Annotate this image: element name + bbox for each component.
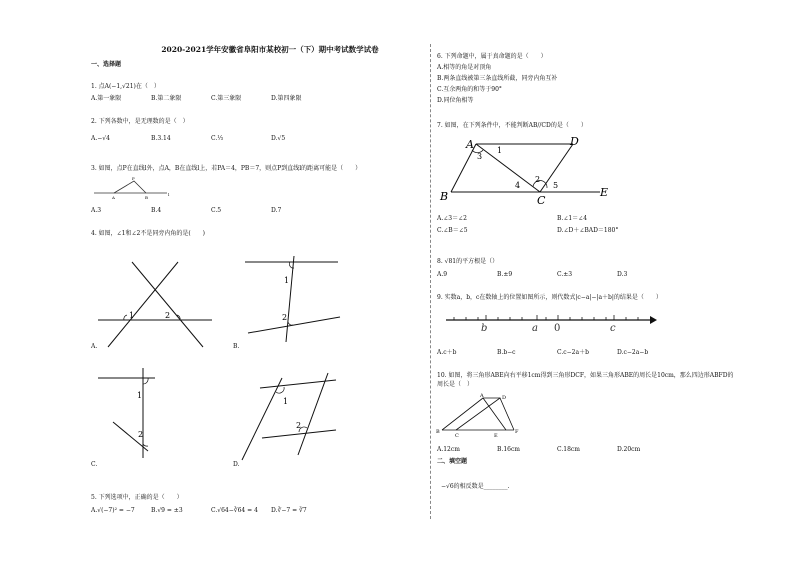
q4d-angle-2: 2 (296, 421, 302, 430)
q5-option-d: D.∛−7 = ∛7 (271, 507, 307, 514)
q10-option-d: D.20cm (617, 446, 641, 453)
q6-stem: 6. 下列命题中，属于真命题的是（ ） (437, 53, 547, 60)
q4d-angle-1: 1 (283, 397, 289, 406)
q9-label-b: b (481, 323, 488, 334)
q5-option-b: B.√9 = ±3 (151, 507, 183, 514)
q3-option-a: A.3 (91, 207, 102, 214)
q9-stem: 9. 实数a，b，c在数轴上的位置如图所示，则代数式|c−a|−|a＋b|的结果是（ ） (437, 294, 662, 301)
q10-stem-line2: 周长是（ ） (437, 381, 474, 388)
q5-option-c: C.√64−∛64 = 4 (211, 507, 258, 514)
q7-label-d: D (570, 135, 579, 148)
q9-label-a: a (532, 323, 538, 334)
q2-option-a: A.−√4 (91, 135, 110, 142)
q9-option-c: C.c−2a＋b (557, 349, 589, 356)
q3-option-d: D.7 (271, 207, 282, 214)
q10-label-a: A (480, 393, 484, 399)
q2-option-b: B.3.14 (151, 135, 171, 142)
q3-option-b: B.4 (151, 207, 162, 214)
q9-option-a: A.c＋b (437, 349, 457, 356)
q7-angle-1: 1 (497, 146, 503, 155)
section-fill-heading: 二、填空题 (437, 458, 468, 465)
q7-angle-4: 4 (515, 181, 521, 190)
q10-label-e: E (494, 433, 498, 439)
q5-stem: 5. 下列选项中，正确的是（ ） (91, 494, 183, 501)
q4c-angle-1: 1 (137, 391, 143, 400)
q6-option-d: D.同位角相等 (437, 97, 474, 104)
q4-stem: 4. 如图，∠1和∠2不是同旁内角的是( ) (91, 230, 206, 237)
q10-option-a: A.12cm (437, 446, 460, 453)
q3-label-p: P (132, 176, 135, 181)
q10-label-d: D (502, 395, 507, 401)
q10-label-b: B (436, 429, 440, 435)
q1-option-a: A.第一象限 (91, 95, 122, 102)
q2-option-c: C.⅓ (211, 135, 224, 142)
q10-label-f: F (515, 429, 519, 435)
q1-stem: 1. 点A(−1,√21)在（ ） (91, 83, 160, 90)
q7-option-c: C.∠B＝∠5 (437, 227, 468, 234)
q7-option-b: B.∠1＝∠4 (557, 215, 588, 222)
q7-angle-5: 5 (553, 181, 559, 190)
q3-label-a: A (112, 195, 115, 200)
q7-label-b: B (440, 190, 449, 203)
q10-stem-line1: 10. 如图，将三角形ABE向右平移1cm得到三角形DCF，如果三角形ABE的周长是10cm，那么四边形ABFD的 (437, 372, 734, 379)
q7-label-e: E (600, 186, 609, 199)
q3-label-b: B (145, 195, 148, 200)
q10-option-b: B.16cm (497, 446, 521, 453)
q8-option-b: B.±9 (497, 271, 513, 278)
q6-option-c: C.互余两角的和等于90° (437, 86, 502, 93)
q4b-angle-2: 2 (282, 313, 288, 322)
q6-option-a: A.相等的角是对顶角 (437, 64, 492, 71)
q4-option-a: A. (91, 343, 98, 350)
q5-option-a: A.√(−7)² = −7 (91, 507, 135, 514)
q7-angle-3: 3 (477, 152, 483, 161)
page-title: 2020-2021学年安徽省阜阳市某校初一（下）期中考试数学试卷 (161, 45, 379, 54)
section-choice-heading: 一、选择题 (91, 61, 122, 68)
q11-stem: −√6的相反数是________. (441, 483, 510, 490)
q1-option-d: D.第四象限 (271, 95, 302, 102)
q2-stem: 2. 下列各数中，是无理数的是（ ） (91, 118, 189, 125)
q7-option-d: D.∠D＋∠BAD＝180° (557, 227, 619, 234)
q3-stem: 3. 如图，点P在直线l外，点A，B在直线l上，若PA＝4，PB＝7，则点P到直线l的距离可能是（ ） (91, 165, 362, 172)
q8-option-d: D.3 (617, 271, 628, 278)
q7-label-c: C (537, 194, 546, 207)
q10-option-c: C.18cm (557, 446, 580, 453)
q7-angle-2: 2 (535, 175, 541, 184)
q4-option-d: D. (233, 461, 240, 468)
q10-label-c: C (455, 433, 459, 439)
q3-label-l: l (168, 192, 170, 197)
q4-option-c: C. (91, 461, 98, 468)
q9-option-d: D.c−2a−b (617, 349, 649, 356)
q2-option-d: D.√5 (271, 135, 286, 142)
q9-label-zero: 0 (554, 323, 561, 334)
q8-option-a: A.9 (437, 271, 448, 278)
q4c-angle-2: 2 (138, 430, 144, 439)
q4a-angle-2: 2 (165, 311, 171, 320)
q9-label-c: c (610, 323, 616, 334)
q7-label-a: A (466, 138, 474, 151)
q7-stem: 7. 如图，在下列条件中，不能判断AB//CD的是（ ） (437, 122, 587, 129)
q3-option-c: C.5 (211, 207, 222, 214)
q4-option-b: B. (233, 343, 240, 350)
q9-option-b: B.b−c (497, 349, 516, 356)
q1-option-b: B.第二象限 (151, 95, 182, 102)
q8-option-c: C.±3 (557, 271, 573, 278)
q6-option-b: B.两条直线被第三条直线所截，同旁内角互补 (437, 75, 558, 82)
q4a-angle-1: 1 (129, 311, 135, 320)
q4b-angle-1: 1 (284, 276, 290, 285)
q7-option-a: A.∠3＝∠2 (437, 215, 467, 222)
q8-stem: 8. √81的平方根是（） (437, 258, 499, 265)
q1-option-c: C.第三象限 (211, 95, 242, 102)
